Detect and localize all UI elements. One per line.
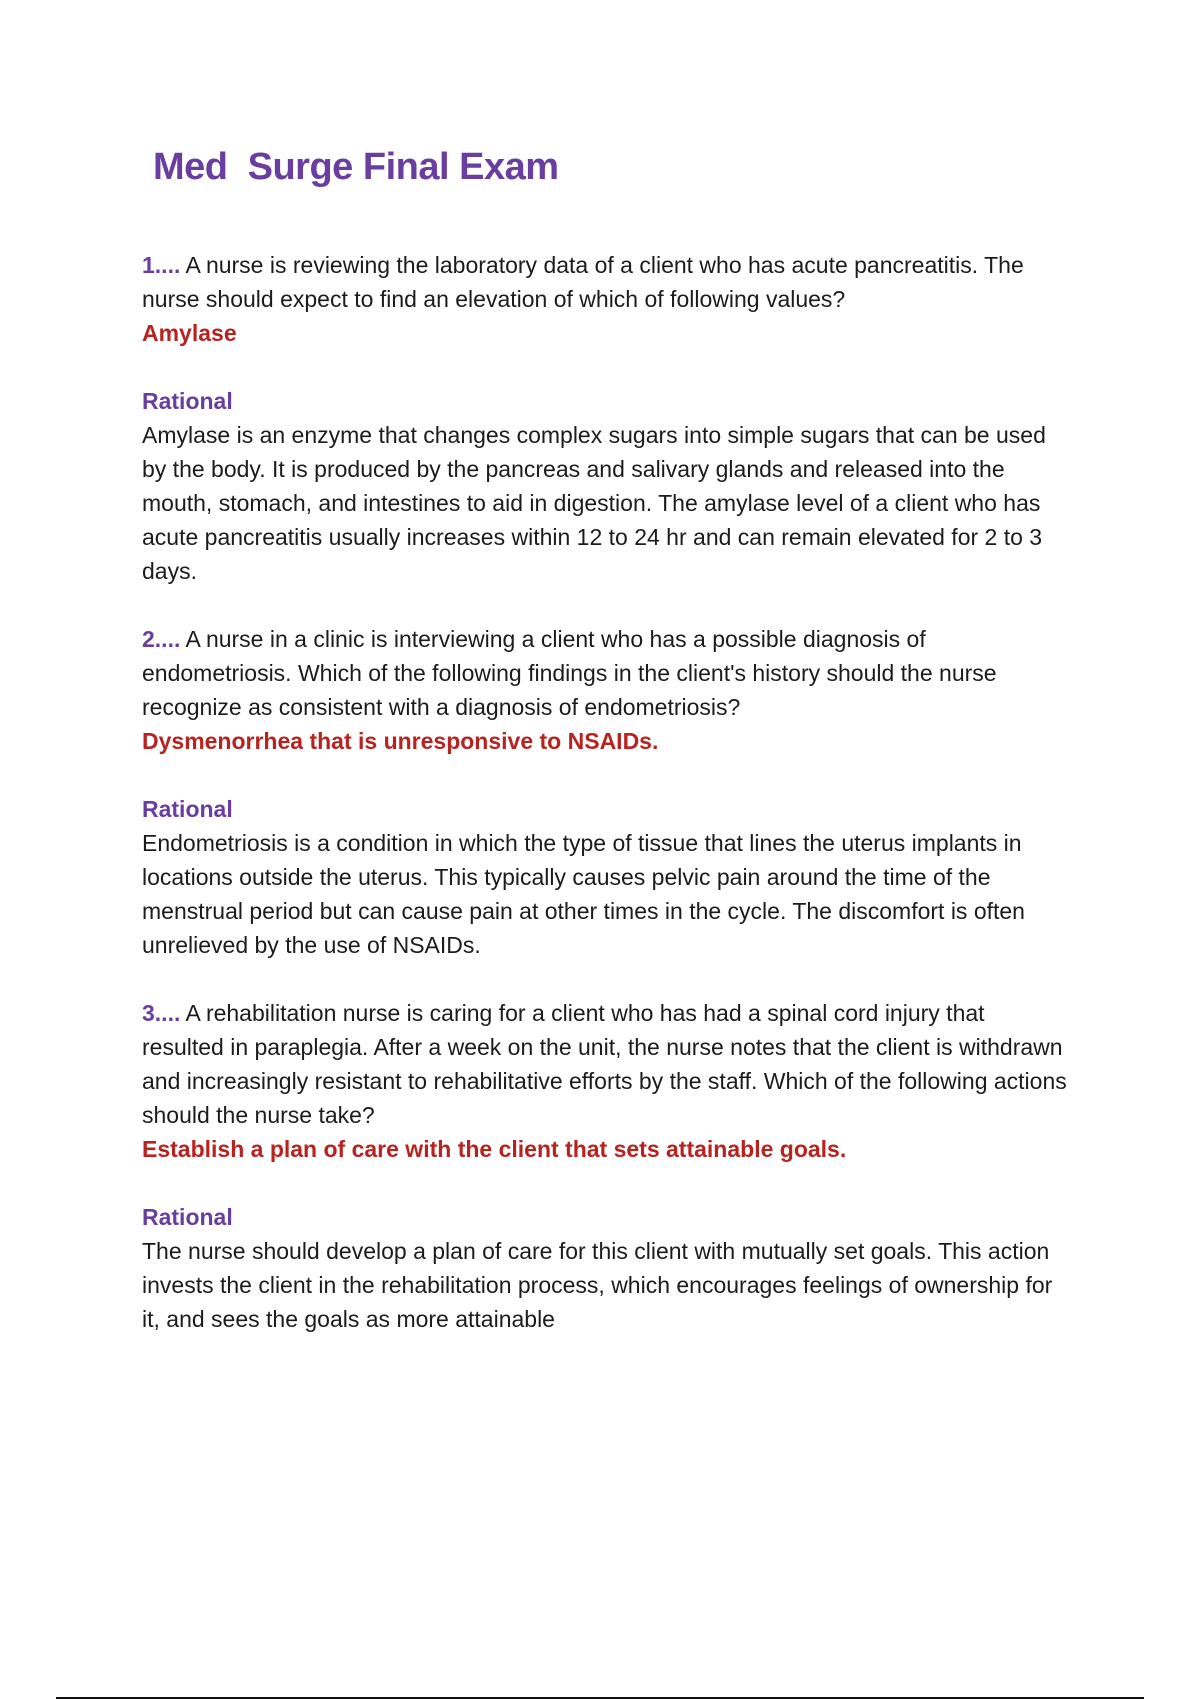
rational-text: Endometriosis is a condition in which the type of tissue that lines the uterus implants in locations outside the uterus. This typically causes pelvic pain around the time of the menstrual period but can cause pain at other times in the cycle. The discomfort is often unrelieved by the use of NSAIDs. <box>142 830 1025 958</box>
question-list <box>142 248 1072 1336</box>
question-block-2 <box>142 622 1072 962</box>
question-body: A rehabilitation nurse is caring for a client who has had a spinal cord injury that resulted in paraplegia. After a week on the unit, the nurse notes that the client is withdrawn and increasingly resistant to rehabilitative efforts by the staff. Which of the following actions should the nurse take? <box>142 1000 1067 1128</box>
question-block-3 <box>142 996 1072 1336</box>
answer-text: Amylase <box>142 320 237 346</box>
page-title: Med Surge Final Exam <box>153 146 559 188</box>
footer-divider <box>56 1697 1144 1699</box>
answer-text: Establish a plan of care with the client that sets attainable goals. <box>142 1136 847 1162</box>
rational-heading: Rational <box>142 1204 233 1230</box>
question-body: A nurse in a clinic is interviewing a client who has a possible diagnosis of endometriosis. Which of the following findings in the client's history should the nurse recognize as consistent with a diagnosis of endometriosis? <box>142 626 997 720</box>
question-number: 1.... <box>142 252 181 278</box>
question-number: 3.... <box>142 1000 181 1026</box>
question-text <box>142 996 1072 1132</box>
question-block-1 <box>142 248 1072 588</box>
rational-heading: Rational <box>142 388 233 414</box>
question-number: 2.... <box>142 626 181 652</box>
question-text <box>142 622 1072 724</box>
question-text <box>142 248 1072 316</box>
rational-heading: Rational <box>142 796 233 822</box>
rational-text: Amylase is an enzyme that changes complex sugars into simple sugars that can be used by the body. It is produced by the pancreas and salivary glands and released into the mouth, stomach, and intestines to aid in digestion. The amylase level of a client who has acute pancreatitis usually increases within 12 to 24 hr and can remain elevated for 2 to 3 days. <box>142 422 1046 584</box>
answer-text: Dysmenorrhea that is unresponsive to NSAIDs. <box>142 728 659 754</box>
question-body: A nurse is reviewing the laboratory data of a client who has acute pancreatitis. The nurse should expect to find an elevation of which of following values? <box>142 252 1024 312</box>
rational-text: The nurse should develop a plan of care for this client with mutually set goals. This action invests the client in the rehabilitation process, which encourages feelings of ownership for it, and sees the goals as more attainable <box>142 1238 1053 1332</box>
